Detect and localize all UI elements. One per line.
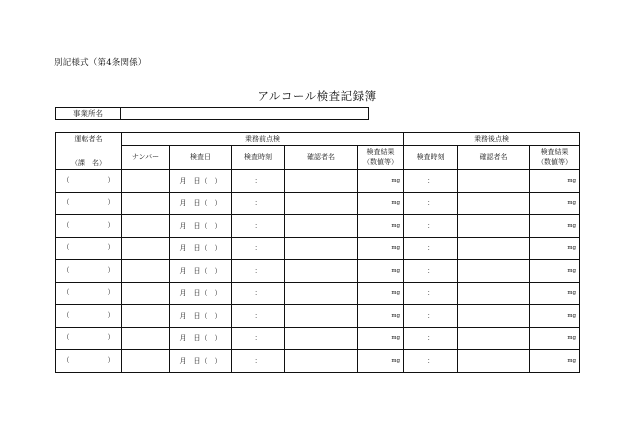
after-checker-cell[interactable]: [458, 327, 530, 350]
number-cell[interactable]: [122, 170, 170, 193]
before-time-cell[interactable]: [232, 282, 285, 305]
after-duty-group-header: 乗務後点検: [404, 133, 580, 146]
time-separator: ：: [427, 199, 435, 208]
before-time-cell[interactable]: [232, 260, 285, 283]
after-checker-cell[interactable]: [458, 237, 530, 260]
table-row: [56, 327, 580, 350]
after-result-cell[interactable]: [530, 237, 580, 260]
before-checker-cell[interactable]: [285, 215, 358, 238]
before-result-cell[interactable]: [358, 170, 404, 193]
unit-label: mg: [567, 357, 577, 364]
driver-cell[interactable]: [56, 215, 122, 238]
after-time-cell[interactable]: [404, 215, 458, 238]
paren-close: ）: [107, 175, 115, 184]
paren-close: ）: [107, 310, 115, 319]
before-result-cell[interactable]: [358, 282, 404, 305]
time-separator: ：: [254, 176, 262, 185]
before-duty-group-header: 乗務前点検: [122, 133, 404, 146]
table-row: [56, 260, 580, 283]
unit-label: mg: [567, 312, 577, 319]
time-separator: ：: [254, 266, 262, 275]
date-template: 月 日（ ）: [179, 266, 222, 275]
table-row: [56, 192, 580, 215]
before-checker-cell[interactable]: [285, 282, 358, 305]
driver-cell[interactable]: [56, 237, 122, 260]
unit-label: mg: [391, 357, 401, 364]
paren-open: （: [62, 288, 70, 297]
after-result-cell[interactable]: [530, 170, 580, 193]
number-cell[interactable]: [122, 192, 170, 215]
form-note: 別記様式（第4条関係）: [54, 58, 147, 68]
unit-label: mg: [391, 222, 401, 229]
number-cell[interactable]: [122, 237, 170, 260]
office-name-table: [55, 107, 369, 120]
office-name-field[interactable]: [121, 108, 369, 120]
number-cell[interactable]: [122, 350, 170, 373]
driver-cell[interactable]: [56, 282, 122, 305]
date-template: 月 日（ ）: [179, 176, 222, 185]
after-result-cell[interactable]: [530, 192, 580, 215]
date-cell[interactable]: [170, 215, 232, 238]
date-header: 検査日: [170, 145, 232, 169]
unit-label: mg: [391, 312, 401, 319]
driver-header-line2: （課 名）: [71, 159, 106, 167]
after-checker-cell[interactable]: [458, 305, 530, 328]
after-time-cell[interactable]: [404, 282, 458, 305]
before-result-cell[interactable]: [358, 327, 404, 350]
before-checker-cell[interactable]: [285, 170, 358, 193]
time-separator: ：: [254, 311, 262, 320]
after-checker-header: 確認者名: [458, 145, 530, 169]
number-header: ナンバー: [122, 145, 170, 169]
paren-close: ）: [107, 220, 115, 229]
date-template: 月 日（ ）: [179, 199, 222, 208]
before-checker-cell[interactable]: [285, 350, 358, 373]
before-checker-cell[interactable]: [285, 237, 358, 260]
time-separator: ：: [427, 176, 435, 185]
after-checker-cell[interactable]: [458, 215, 530, 238]
time-separator: ：: [254, 289, 262, 298]
before-time-cell[interactable]: [232, 192, 285, 215]
number-cell[interactable]: [122, 305, 170, 328]
before-checker-cell[interactable]: [285, 305, 358, 328]
paren-close: ）: [107, 198, 115, 207]
number-cell[interactable]: [122, 282, 170, 305]
before-time-cell[interactable]: [232, 215, 285, 238]
unit-label: mg: [567, 177, 577, 184]
paren-close: ）: [107, 355, 115, 364]
after-result-header-line1: 検査結果: [540, 148, 569, 157]
before-time-cell[interactable]: [232, 327, 285, 350]
driver-header: [56, 133, 122, 170]
date-cell[interactable]: [170, 305, 232, 328]
before-time-cell[interactable]: [232, 350, 285, 373]
table-row: [56, 170, 580, 193]
before-checker-header: 確認者名: [285, 145, 358, 169]
unit-label: mg: [567, 267, 577, 274]
before-checker-cell[interactable]: [285, 260, 358, 283]
paren-open: （: [62, 243, 70, 252]
table-row: [56, 350, 580, 373]
driver-cell[interactable]: [56, 350, 122, 373]
after-time-cell[interactable]: [404, 170, 458, 193]
time-separator: ：: [427, 289, 435, 298]
unit-label: mg: [567, 290, 577, 297]
time-separator: ：: [427, 221, 435, 230]
before-result-cell[interactable]: [358, 215, 404, 238]
time-separator: ：: [427, 334, 435, 343]
table-row: [56, 282, 580, 305]
table-row: [56, 305, 580, 328]
date-cell[interactable]: [170, 170, 232, 193]
after-checker-cell[interactable]: [458, 282, 530, 305]
date-template: 月 日（ ）: [179, 356, 222, 365]
date-template: 月 日（ ）: [179, 311, 222, 320]
after-time-cell[interactable]: [404, 305, 458, 328]
after-result-cell[interactable]: [530, 260, 580, 283]
number-cell[interactable]: [122, 260, 170, 283]
before-result-cell[interactable]: [358, 237, 404, 260]
paren-close: ）: [107, 288, 115, 297]
paren-close: ）: [107, 243, 115, 252]
unit-label: mg: [567, 200, 577, 207]
time-separator: ：: [427, 266, 435, 275]
after-time-cell[interactable]: [404, 327, 458, 350]
after-time-cell[interactable]: [404, 350, 458, 373]
paren-open: （: [62, 333, 70, 342]
date-cell[interactable]: [170, 350, 232, 373]
before-result-header-line1: 検査結果: [366, 148, 395, 157]
after-time-cell[interactable]: [404, 260, 458, 283]
after-time-header: 検査時刻: [404, 145, 458, 169]
date-template: 月 日（ ）: [179, 221, 222, 230]
before-result-cell[interactable]: [358, 305, 404, 328]
after-result-cell[interactable]: [530, 282, 580, 305]
time-separator: ：: [254, 356, 262, 365]
after-result-cell[interactable]: [530, 350, 580, 373]
after-checker-cell[interactable]: [458, 350, 530, 373]
before-result-header-line2: （数値等）: [363, 158, 399, 167]
before-result-cell[interactable]: [358, 192, 404, 215]
after-checker-cell[interactable]: [458, 192, 530, 215]
date-cell[interactable]: [170, 327, 232, 350]
unit-label: mg: [567, 245, 577, 252]
before-result-cell[interactable]: [358, 260, 404, 283]
unit-label: mg: [391, 267, 401, 274]
paren-open: （: [62, 175, 70, 184]
after-checker-cell[interactable]: [458, 260, 530, 283]
paren-open: （: [62, 265, 70, 274]
driver-cell[interactable]: [56, 192, 122, 215]
after-time-cell[interactable]: [404, 237, 458, 260]
time-separator: ：: [254, 334, 262, 343]
time-separator: ：: [427, 311, 435, 320]
paren-close: ）: [107, 333, 115, 342]
driver-cell[interactable]: [56, 260, 122, 283]
time-separator: ：: [427, 356, 435, 365]
before-result-header: [358, 145, 404, 169]
before-result-cell[interactable]: [358, 350, 404, 373]
before-time-cell[interactable]: [232, 237, 285, 260]
unit-label: mg: [391, 335, 401, 342]
date-template: 月 日（ ）: [179, 244, 222, 253]
driver-header-line1: 運転者名: [74, 135, 103, 143]
office-name-label: 事業所名: [56, 108, 121, 120]
after-result-cell[interactable]: [530, 327, 580, 350]
driver-cell[interactable]: [56, 305, 122, 328]
after-checker-cell[interactable]: [458, 170, 530, 193]
after-result-header-line2: （数値等）: [537, 158, 573, 167]
unit-label: mg: [391, 200, 401, 207]
paren-open: （: [62, 310, 70, 319]
date-cell[interactable]: [170, 237, 232, 260]
date-cell[interactable]: [170, 282, 232, 305]
unit-label: mg: [391, 290, 401, 297]
after-result-cell[interactable]: [530, 305, 580, 328]
unit-label: mg: [567, 222, 577, 229]
document-title: アルコール検査記録簿: [257, 89, 377, 103]
before-checker-cell[interactable]: [285, 327, 358, 350]
paren-open: （: [62, 198, 70, 207]
log-body: [56, 170, 580, 373]
number-cell[interactable]: [122, 327, 170, 350]
before-time-cell[interactable]: [232, 170, 285, 193]
before-time-cell[interactable]: [232, 305, 285, 328]
date-cell[interactable]: [170, 192, 232, 215]
number-cell[interactable]: [122, 215, 170, 238]
unit-label: mg: [391, 245, 401, 252]
time-separator: ：: [254, 221, 262, 230]
unit-label: mg: [567, 335, 577, 342]
unit-label: mg: [391, 177, 401, 184]
table-row: [56, 237, 580, 260]
paren-open: （: [62, 220, 70, 229]
time-separator: ：: [427, 244, 435, 253]
time-separator: ：: [254, 199, 262, 208]
driver-cell[interactable]: [56, 327, 122, 350]
date-template: 月 日（ ）: [179, 334, 222, 343]
before-checker-cell[interactable]: [285, 192, 358, 215]
date-cell[interactable]: [170, 260, 232, 283]
paren-open: （: [62, 355, 70, 364]
time-separator: ：: [254, 244, 262, 253]
date-template: 月 日（ ）: [179, 289, 222, 298]
table-row: [56, 215, 580, 238]
driver-cell[interactable]: [56, 170, 122, 193]
before-time-header: 検査時刻: [232, 145, 285, 169]
after-result-cell[interactable]: [530, 215, 580, 238]
alcohol-log-table: [55, 132, 580, 373]
paren-close: ）: [107, 265, 115, 274]
after-result-header: [530, 145, 580, 169]
after-time-cell[interactable]: [404, 192, 458, 215]
